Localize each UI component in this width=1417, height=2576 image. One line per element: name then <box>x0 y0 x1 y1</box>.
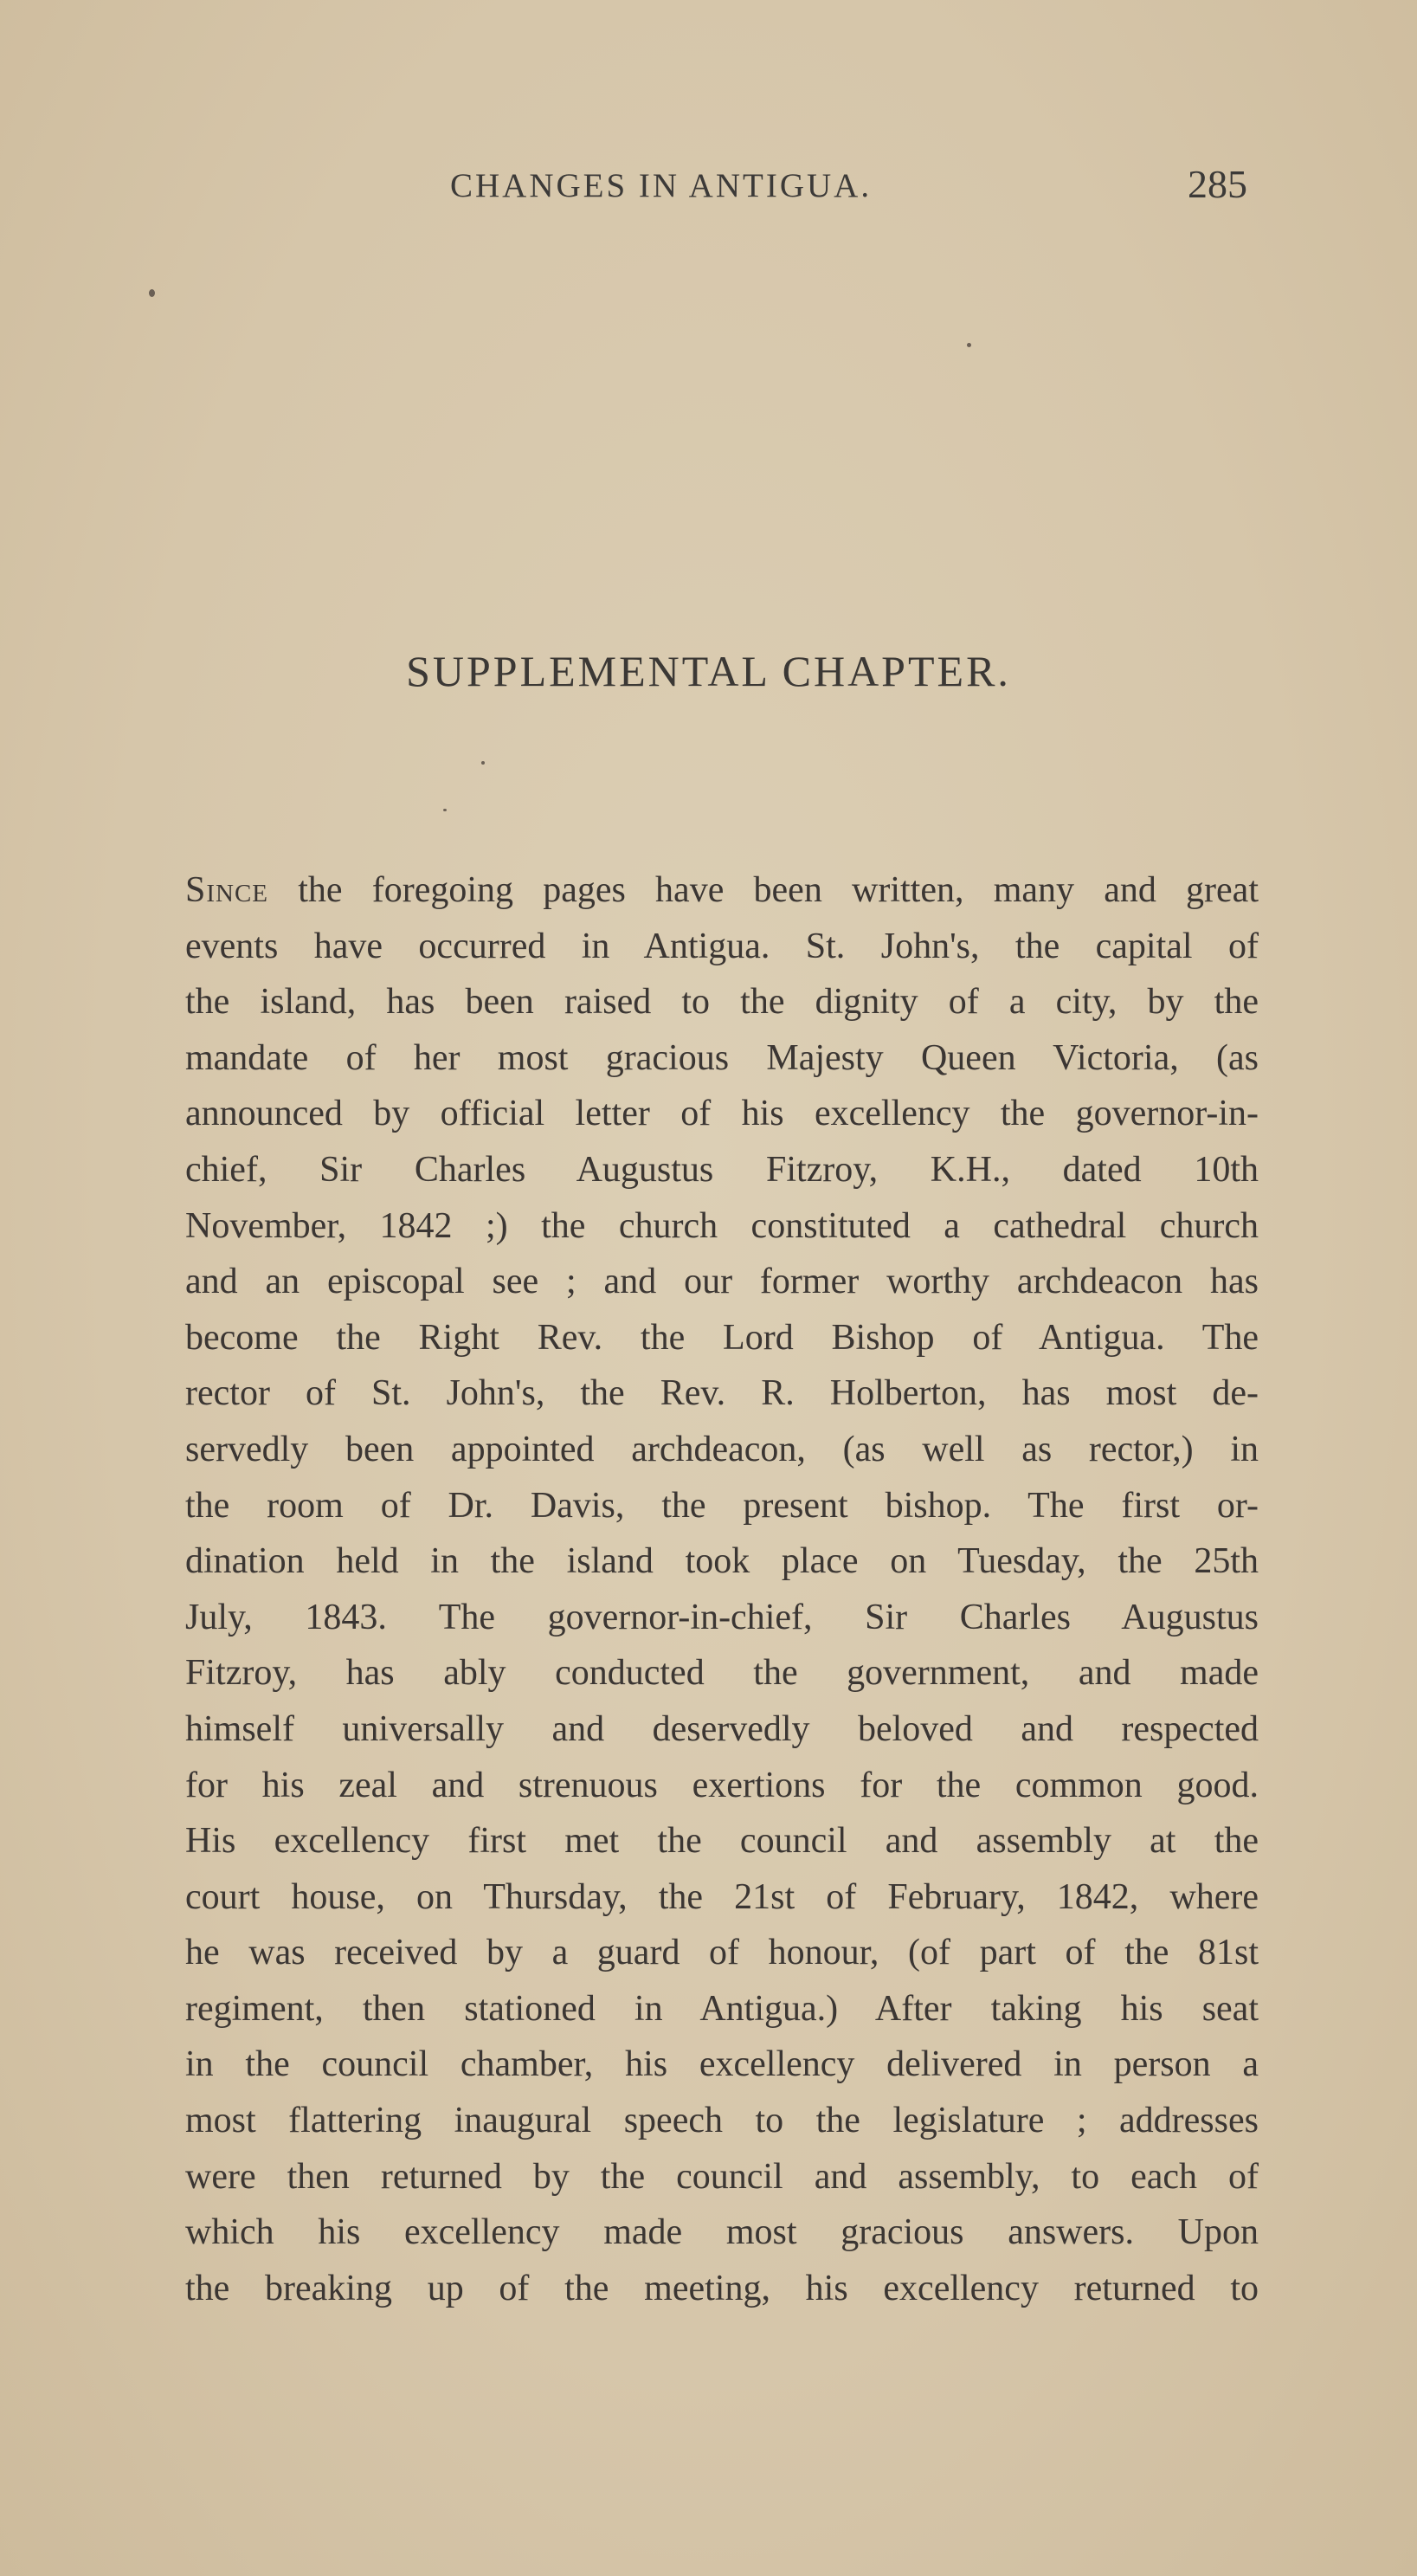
text-line <box>185 862 1259 919</box>
text-line-content: the foregoing pages have been written, many and great <box>268 870 1259 910</box>
page-number: 285 <box>1188 162 1247 206</box>
text-line: which his excellency made most gracious answers. Upon <box>185 2212 1259 2253</box>
text-line: mandate of her most gracious Majesty Queen Victoria, (as <box>185 1037 1259 1078</box>
text-line: rector of St. John's, the Rev. R. Holberton, has most de- <box>185 1373 1259 1414</box>
text-line: become the Right Rev. the Lord Bishop of Antigua. The <box>185 1317 1259 1358</box>
lead-word: Since <box>185 870 269 910</box>
chapter-title: SUPPLEMENTAL CHAPTER. <box>406 647 1011 695</box>
text-line: His excellency first met the council and assembly at the <box>185 1821 1259 1862</box>
text-line: in the council chamber, his excellency delivered in person a <box>185 2044 1259 2085</box>
ink-speck <box>149 289 155 297</box>
text-line: for his zeal and strenuous exertions for the common good. <box>185 1765 1259 1805</box>
text-line: regiment, then stationed in Antigua.) After taking his seat <box>185 1988 1259 2029</box>
text-line: July, 1843. The governor-in-chief, Sir Charles Augustus <box>185 1597 1259 1637</box>
text-line: and an episcopal see ; and our former worthy archdeacon has <box>185 1262 1259 1302</box>
text-line: the island, has been raised to the dignity of a city, by the <box>185 982 1259 1023</box>
ink-speck <box>443 809 447 811</box>
ink-speck <box>481 761 485 765</box>
text-line: Fitzroy, has ably conducted the government, and made <box>185 1653 1259 1694</box>
text-line: were then returned by the council and assembly, to each of <box>185 2156 1259 2197</box>
text-line: November, 1842 ;) the church constituted a cathedral church <box>185 1205 1259 1246</box>
text-line: court house, on Thursday, the 21st of February, 1842, where <box>185 1876 1259 1917</box>
text-line: dination held in the island took place on Tuesday, the 25th <box>185 1541 1259 1582</box>
text-line: the room of Dr. Davis, the present bishop. The first or- <box>185 1485 1259 1526</box>
text-line: events have occurred in Antigua. St. John's, the capital of <box>185 926 1259 966</box>
text-line: most flattering inaugural speech to the legislature ; addresses <box>185 2101 1259 2141</box>
text-line: announced by official letter of his excellency the governor-in- <box>185 1094 1259 1134</box>
text-line: chief, Sir Charles Augustus Fitzroy, K.H., dated 10th <box>185 1149 1259 1190</box>
running-title: CHANGES IN ANTIGUA. <box>450 167 873 204</box>
text-line: he was received by a guard of honour, (of part of the 81st <box>185 1933 1259 1973</box>
body-text <box>185 862 1259 2316</box>
running-head <box>0 162 1417 218</box>
text-line: himself universally and deservedly beloved and respected <box>185 1708 1259 1749</box>
text-line: the breaking up of the meeting, his excellency returned to <box>185 2268 1259 2308</box>
ink-speck <box>967 343 971 347</box>
text-line: servedly been appointed archdeacon, (as well as rector,) in <box>185 1429 1259 1469</box>
